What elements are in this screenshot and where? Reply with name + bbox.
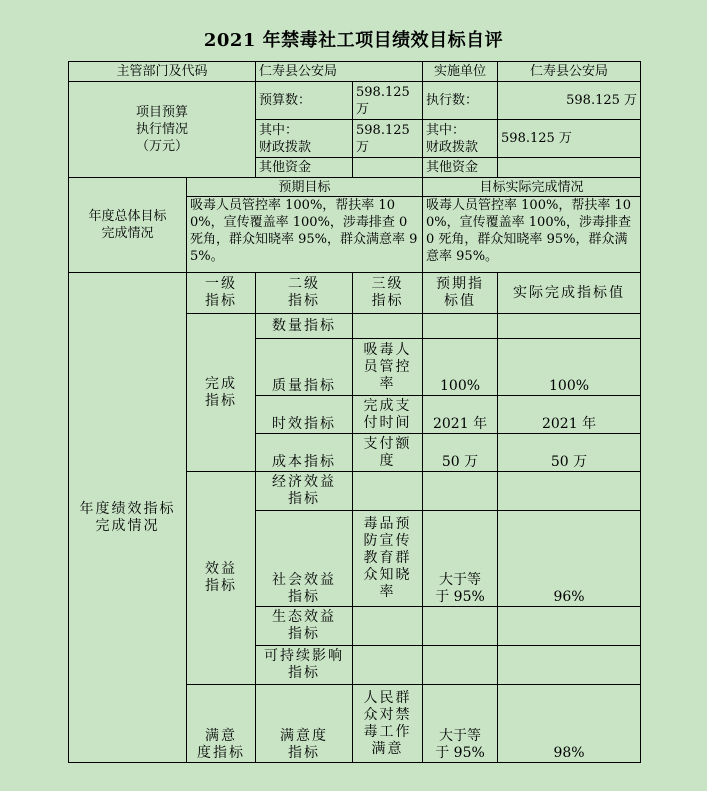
ecological-actual xyxy=(498,607,641,646)
col-level1: 一级 指标 xyxy=(187,273,256,314)
sustainable-expected xyxy=(423,646,498,685)
satisfaction-indicator: 满意度 指标 xyxy=(256,685,353,763)
col-expected: 预期指 标值 xyxy=(423,273,498,314)
satisfaction-l3: 人民群 众对禁 毒工作 满意 xyxy=(353,685,423,763)
budget-amount-label: 预算数： xyxy=(256,82,353,120)
satisfaction-expected: 大于等 于 95% xyxy=(423,685,498,763)
fiscal-value: 598.125 万 xyxy=(353,120,423,158)
exec-amount-value: 598.125 万 xyxy=(498,82,641,120)
exec-amount-label: 执行数： xyxy=(423,82,498,120)
social-expected: 大于等 于 95% xyxy=(423,511,498,607)
page-title: 2021 年禁毒社工项目绩效目标自评 xyxy=(203,30,504,51)
social-indicator: 社会效益 指标 xyxy=(256,511,353,607)
timeliness-l3: 完成支 付时间 xyxy=(353,396,423,434)
timeliness-actual: 2021 年 xyxy=(498,396,641,434)
satisfaction-actual: 98% xyxy=(498,685,641,763)
expected-goal-header: 预期目标 xyxy=(187,178,423,197)
fiscal-label: 其中： 财政拨款 xyxy=(256,120,353,158)
social-actual: 96% xyxy=(498,511,641,607)
dept-label: 主管部门及代码 xyxy=(69,62,256,82)
annual-goal-label: 年度总体目标 完成情况 xyxy=(69,178,187,273)
economic-actual xyxy=(498,472,641,511)
ecological-l3 xyxy=(353,607,423,646)
other-funds-value-2 xyxy=(498,158,641,178)
quantity-l3 xyxy=(353,314,423,339)
completion-label: 完成 指标 xyxy=(187,314,256,472)
satisfaction-label: 满意 度指标 xyxy=(187,685,256,763)
timeliness-expected: 2021 年 xyxy=(423,396,498,434)
sustainable-l3 xyxy=(353,646,423,685)
ecological-indicator: 生态效益 指标 xyxy=(256,607,353,646)
budget-label: 项目预算 执行情况 （万元） xyxy=(69,82,256,178)
quality-l3: 吸毒人 员管控 率 xyxy=(353,339,423,396)
quality-actual: 100% xyxy=(498,339,641,396)
economic-expected xyxy=(423,472,498,511)
sustainable-indicator: 可持续影响 指标 xyxy=(256,646,353,685)
economic-indicator: 经济效益 指标 xyxy=(256,472,353,511)
cost-indicator: 成本指标 xyxy=(256,434,353,472)
quality-indicator: 质量指标 xyxy=(256,339,353,396)
expected-goal-text: 吸毒人员管控率 100%，帮扶率 100%，宣传覆盖率 100%，涉毒排查 0 死角，群众知晓率 95%，群众满意率 95%。 xyxy=(187,197,423,273)
quantity-actual xyxy=(498,314,641,339)
budget-amount-value: 598.125 万 xyxy=(353,82,423,120)
fiscal-label-2: 其中： 财政拨款 xyxy=(423,120,498,158)
economic-l3 xyxy=(353,472,423,511)
col-level3: 三级 指标 xyxy=(353,273,423,314)
quality-expected: 100% xyxy=(423,339,498,396)
fiscal-value-2: 598.125 万 xyxy=(498,120,641,158)
actual-goal-header: 目标实际完成情况 xyxy=(423,178,641,197)
col-level2: 二级 指标 xyxy=(256,273,353,314)
performance-table xyxy=(68,61,641,763)
timeliness-indicator: 时效指标 xyxy=(256,396,353,434)
actual-goal-text: 吸毒人员管控率 100%，帮扶率 100%，宣传覆盖率 100%，涉毒排查 0 死角，群众知晓率 95%，群众满意率 95%。 xyxy=(423,197,641,273)
quantity-indicator: 数量指标 xyxy=(256,314,353,339)
cost-l3: 支付额 度 xyxy=(353,434,423,472)
dept-value: 仁寿县公安局 xyxy=(256,62,423,82)
ecological-expected xyxy=(423,607,498,646)
unit-label: 实施单位 xyxy=(423,62,498,82)
cost-expected: 50 万 xyxy=(423,434,498,472)
other-funds-value xyxy=(353,158,423,178)
other-funds-label-2: 其他资金 xyxy=(423,158,498,178)
indicators-label: 年度绩效指标 完成情况 xyxy=(69,273,187,763)
unit-value: 仁寿县公安局 xyxy=(498,62,641,82)
other-funds-label: 其他资金 xyxy=(256,158,353,178)
col-actual: 实际完成指标值 xyxy=(498,273,641,314)
benefit-label: 效益 指标 xyxy=(187,472,256,685)
cost-actual: 50 万 xyxy=(498,434,641,472)
social-l3: 毒品预 防宣传 教育群 众知晓 率 xyxy=(353,511,423,607)
sustainable-actual xyxy=(498,646,641,685)
quantity-expected xyxy=(423,314,498,339)
